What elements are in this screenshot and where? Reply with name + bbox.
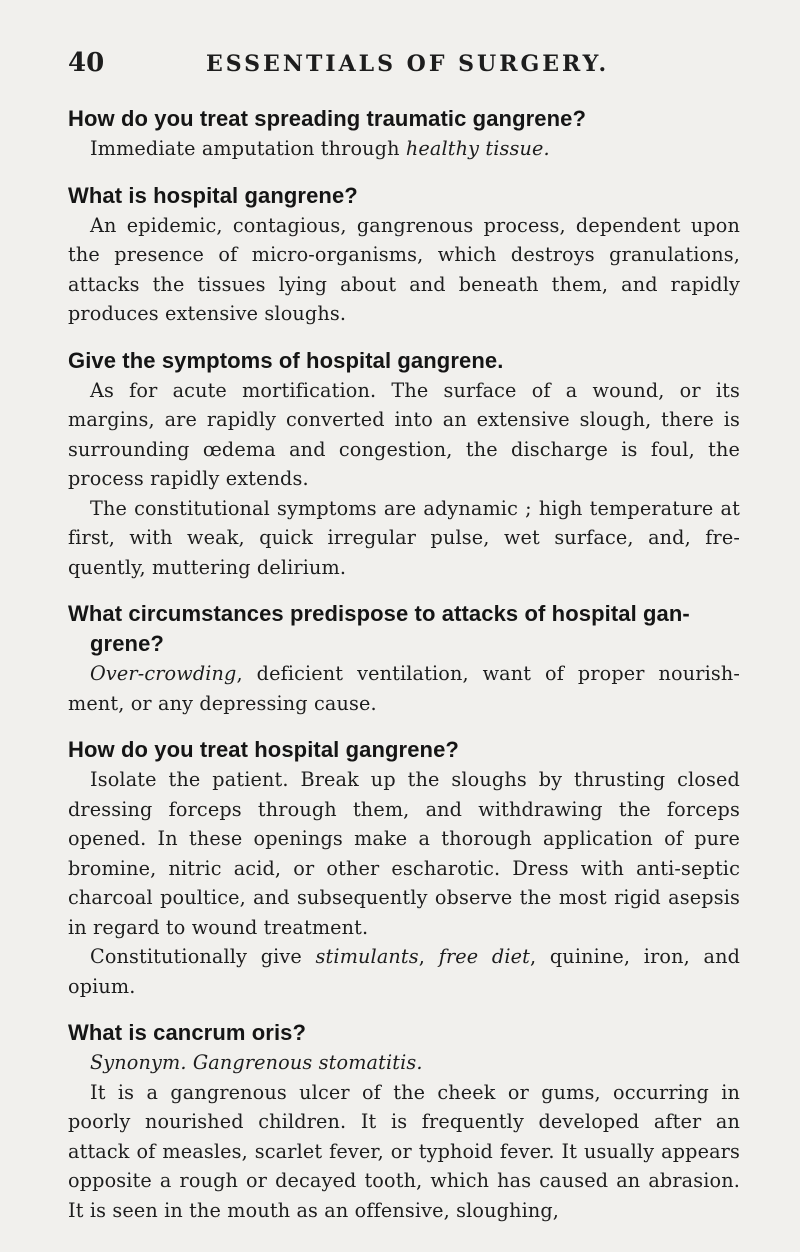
answer-text: The constitutional symptoms are adynamic ; high temperature at first, with weak, quick irregular pulse, wet surface, and, fre-quently, muttering delirium. xyxy=(68,496,740,579)
answer-paragraph xyxy=(68,494,740,583)
question-heading: What circumstances predispose to attacks of hospital gan-grene? xyxy=(68,601,690,656)
qa-section xyxy=(68,735,740,1001)
running-title: ESSENTIALS OF SURGERY. xyxy=(206,51,610,77)
answer-text: As for acute mortification. The surface of a wound, or its margins, are rapidly converted into an extensive slough, there is surrounding œdema and congestion, the discharge is foul, the process rapidly extends. xyxy=(68,378,740,490)
italic-term: healthy tissue. xyxy=(405,137,550,160)
answer-text: , quinine, iron, and opium. xyxy=(68,945,741,998)
page-body xyxy=(68,104,740,1225)
qa-section xyxy=(68,104,740,164)
question-heading: How do you treat spreading traumatic gangrene? xyxy=(68,106,587,131)
answer-paragraph xyxy=(68,1048,740,1078)
answer-text: Constitutionally give xyxy=(90,945,316,968)
answer-text: An epidemic, contagious, gangrenous process, dependent upon the presence of micro-organisms, which destroys granulations, attacks the tissues lying about and beneath them, and rapidly produces extensive sloughs. xyxy=(68,213,740,325)
running-head xyxy=(68,48,740,88)
answer-paragraph xyxy=(68,765,740,942)
question-heading: Give the symptoms of hospital gangrene. xyxy=(68,347,504,373)
answer-paragraph xyxy=(68,134,740,164)
italic-term: free diet xyxy=(438,945,530,968)
question-heading: How do you treat hospital gangrene? xyxy=(68,737,459,762)
qa-section xyxy=(68,1018,740,1225)
italic-term: Over-crowding xyxy=(90,662,237,685)
answer-text: , deficient ventilation, want of proper nourish-ment, or any depressing cause. xyxy=(68,662,740,715)
page-number: 40 xyxy=(68,48,105,78)
answer-paragraph xyxy=(68,659,740,718)
answer-paragraph xyxy=(68,376,740,494)
answer-paragraph xyxy=(68,211,740,329)
question-heading: What is hospital gangrene? xyxy=(68,182,358,208)
qa-section xyxy=(68,599,740,718)
question-heading: What is cancrum oris? xyxy=(68,1020,307,1045)
qa-section xyxy=(68,346,740,583)
answer-text: Isolate the patient. Break up the sloughs by thrusting closed dressing forceps through them, and withdrawing the forceps opened. In these openings make a thorough application of pure bromine, nitric acid, or other escharotic. Dress with anti-septic charcoal poultice, and subsequently observe the most rigid asepsis in regard to wound treatment. xyxy=(68,768,740,939)
italic-term: stimulants xyxy=(315,945,419,968)
qa-section xyxy=(68,181,740,329)
answer-text: , xyxy=(418,945,439,968)
answer-text: Immediate amputation through xyxy=(90,137,406,160)
answer-paragraph xyxy=(68,942,740,1001)
answer-text: It is a gangrenous ulcer of the cheek or gums, occurring in poorly nourished children. It is frequently developed after an attack of measles, scarlet fever, or typhoid fever. It usually appears opposite a rough or decayed tooth, which has caused an abrasion. It is seen in the mouth as an offensive, sloughing, xyxy=(68,1080,740,1222)
answer-paragraph xyxy=(68,1078,740,1226)
italic-term: Synonym. Gangrenous stomatitis. xyxy=(90,1051,423,1074)
